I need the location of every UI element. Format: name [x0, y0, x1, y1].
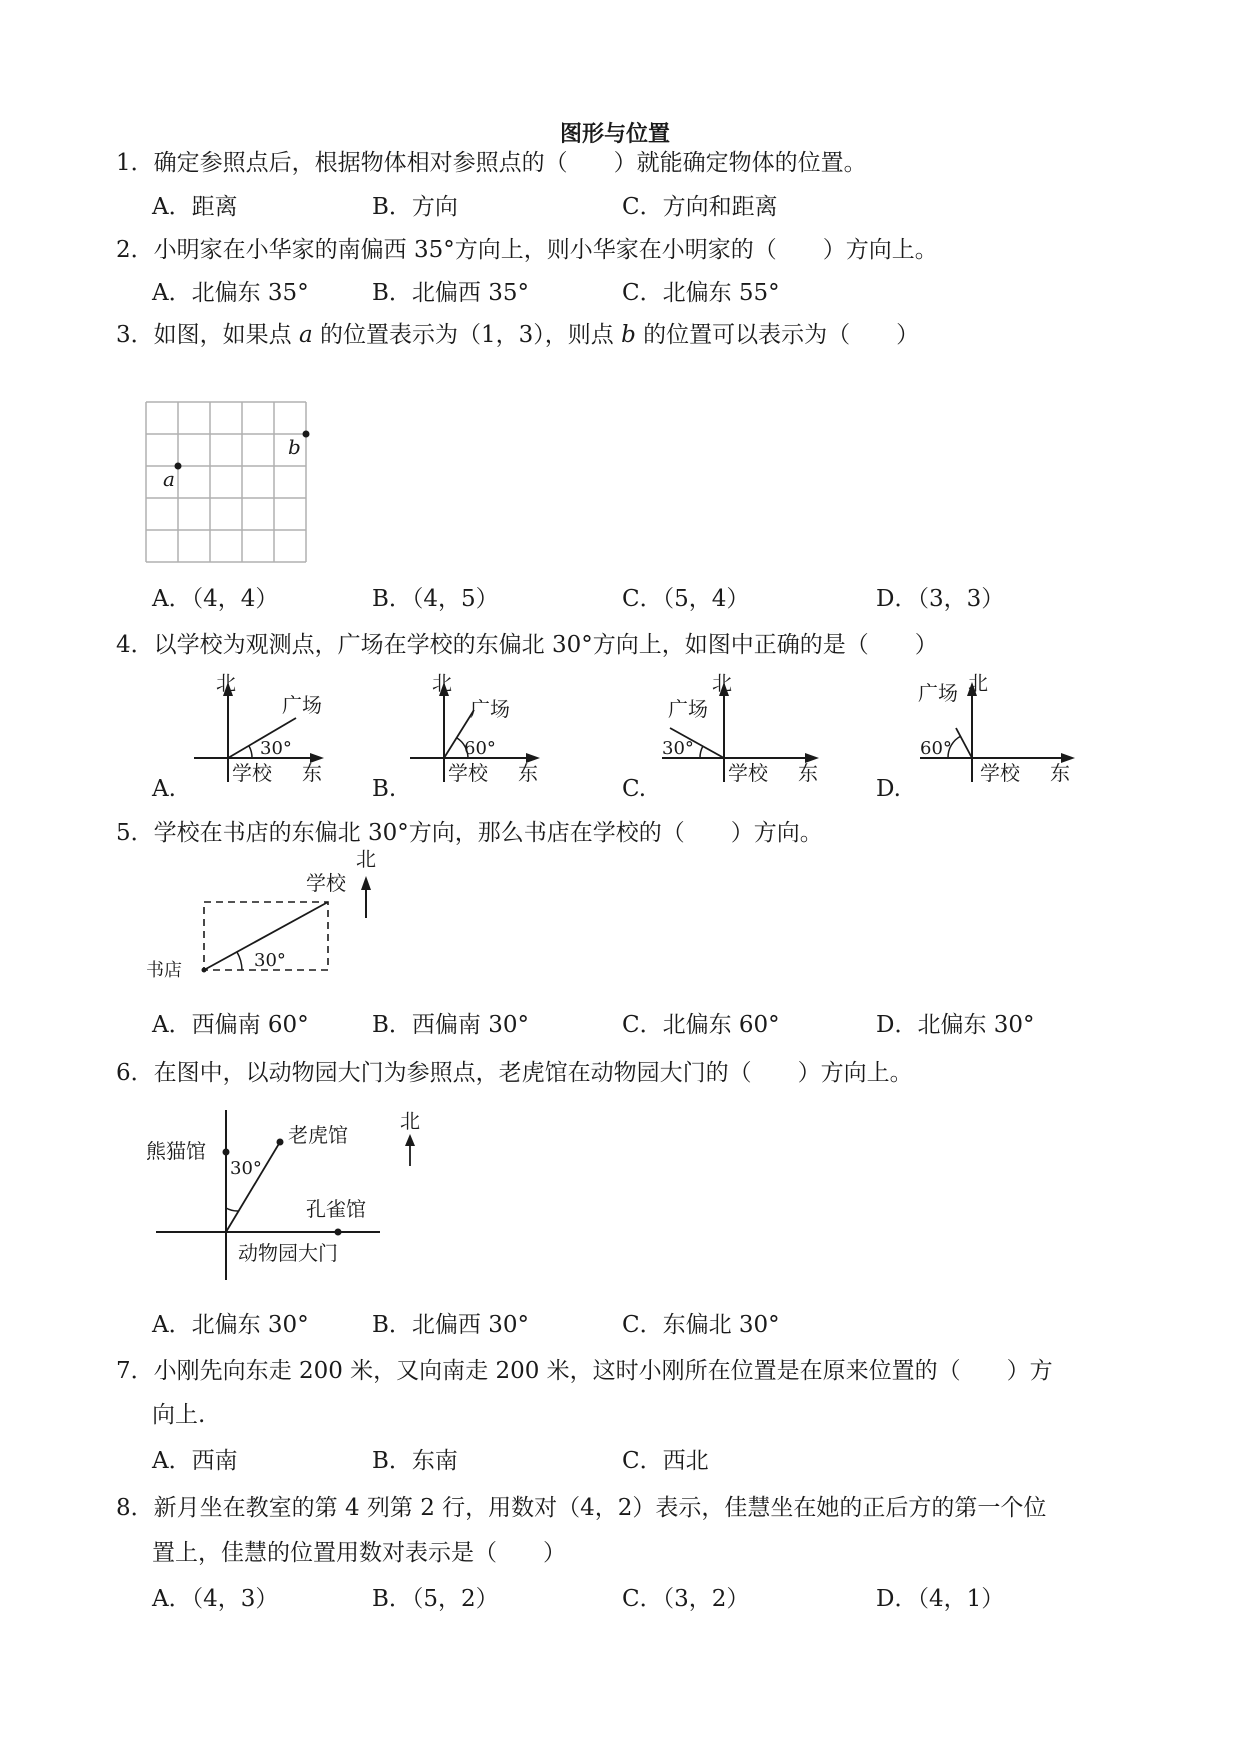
- north-label: 北: [400, 1109, 420, 1133]
- angle-label: 30°: [254, 950, 286, 971]
- east-label: 东: [1050, 761, 1070, 785]
- q4-option-a: A.: [152, 776, 176, 802]
- angle-label: 60°: [920, 738, 952, 759]
- angle-label: 30°: [662, 738, 694, 759]
- page-title: 图形与位置: [560, 122, 671, 147]
- q6-option-a: A．北偏东 30°: [152, 1312, 309, 1338]
- question-7-stem-cont: 向上.: [152, 1402, 206, 1428]
- question-1-stem: 1．确定参照点后，根据物体相对参照点的（ ）就能确定物体的位置。: [116, 150, 867, 176]
- q3-option-a: A．（4，4）: [152, 586, 279, 612]
- q7-option-b: B．东南: [372, 1448, 458, 1474]
- question-5-stem: 5．学校在书店的东偏北 30°方向，那么书店在学校的（ ）方向。: [116, 820, 823, 846]
- q3-stem-point-a: a: [298, 322, 313, 348]
- q4-diagram-c: [658, 672, 858, 792]
- square-label: 广场: [918, 681, 958, 705]
- peacock-label: 孔雀馆: [306, 1197, 366, 1221]
- q8-option-b: B．（5，2）: [372, 1586, 499, 1612]
- point-b-dot: [303, 431, 310, 438]
- question-3-stem: [116, 320, 919, 350]
- q3-stem-point-b: b: [621, 322, 636, 348]
- question-8-stem: 8．新月坐在教室的第 4 列第 2 行，用数对（4，2）表示，佳慧坐在她的正后方的第一个位: [116, 1495, 1047, 1521]
- q1-option-a: A．距离: [152, 194, 238, 220]
- q1-option-b: B．方向: [372, 194, 458, 220]
- east-label: 东: [518, 761, 538, 785]
- angle-label: 60°: [464, 738, 496, 759]
- q3-stem-part-2: 的位置表示为（1，3），则点: [312, 322, 622, 348]
- q6-figure: [146, 1104, 466, 1284]
- question-2-stem: 2．小明家在小华家的南偏西 35°方向上，则小华家在小明家的（ ）方向上。: [116, 237, 938, 263]
- q3-stem-part-1: 3．如图，如果点: [116, 322, 299, 348]
- gate-label: 动物园大门: [238, 1241, 338, 1265]
- school-label: 学校: [232, 761, 272, 785]
- q3-option-d: D．（3，3）: [876, 586, 1005, 612]
- panda-label: 熊猫馆: [146, 1139, 206, 1163]
- tiger-label: 老虎馆: [288, 1123, 348, 1147]
- q5-option-c: C．北偏东 60°: [622, 1012, 780, 1038]
- school-label: 学校: [306, 871, 346, 895]
- north-label: 北: [432, 671, 452, 695]
- point-a-label: a: [163, 467, 175, 491]
- q8-option-c: C．（3，2）: [622, 1586, 750, 1612]
- school-label: 学校: [980, 761, 1020, 785]
- question-6-stem: 6．在图中，以动物园大门为参照点，老虎馆在动物园大门的（ ）方向上。: [116, 1060, 913, 1086]
- q2-option-b: B．北偏西 35°: [372, 280, 529, 306]
- north-label: 北: [216, 671, 236, 695]
- q4-option-b: B.: [372, 776, 397, 802]
- q2-option-a: A．北偏东 35°: [152, 280, 309, 306]
- square-label: 广场: [668, 697, 708, 721]
- q4-option-d: D.: [876, 776, 901, 802]
- q3-option-c: C．（5，4）: [622, 586, 750, 612]
- north-label: 北: [712, 671, 732, 695]
- angle-label: 30°: [260, 738, 292, 759]
- point-a-dot: [175, 463, 182, 470]
- q7-option-c: C．西北: [622, 1448, 709, 1474]
- point-b-label: b: [288, 435, 301, 459]
- q3-stem-part-3: 的位置可以表示为（ ）: [635, 322, 920, 348]
- question-7-stem: 7．小刚先向东走 200 米，又向南走 200 米，这时小刚所在位置是在原来位置的（ ）方: [116, 1358, 1053, 1384]
- q5-figure: [146, 847, 406, 991]
- north-label: 北: [356, 847, 376, 871]
- q3-option-b: B．（4，5）: [372, 586, 499, 612]
- school-label: 学校: [448, 761, 488, 785]
- q8-option-d: D．（4，1）: [876, 1586, 1005, 1612]
- q2-option-c: C．北偏东 55°: [622, 280, 780, 306]
- east-label: 东: [798, 761, 818, 785]
- north-label: 北: [968, 671, 988, 695]
- east-label: 东: [302, 761, 322, 785]
- square-label: 广场: [282, 693, 322, 717]
- question-8-stem-cont: 置上，佳慧的位置用数对表示是（ ）: [152, 1540, 566, 1566]
- q4-diagram-d: [918, 672, 1108, 792]
- q6-option-b: B．北偏西 30°: [372, 1312, 529, 1338]
- q5-option-b: B．西偏南 30°: [372, 1012, 529, 1038]
- q5-option-d: D．北偏东 30°: [876, 1012, 1035, 1038]
- q8-option-a: A．（4，3）: [152, 1586, 279, 1612]
- square-label: 广场: [470, 697, 510, 721]
- question-4-stem: 4．以学校为观测点，广场在学校的东偏北 30°方向上，如图中正确的是（ ）: [116, 632, 938, 658]
- q3-grid-figure: [146, 402, 306, 572]
- q4-diagram-a: [190, 672, 350, 792]
- bookstore-label: 书店: [146, 960, 182, 981]
- school-label: 学校: [728, 761, 768, 785]
- q5-option-a: A．西偏南 60°: [152, 1012, 309, 1038]
- q7-option-a: A．西南: [152, 1448, 238, 1474]
- q4-diagram-b: [406, 672, 566, 792]
- angle-label: 30°: [230, 1158, 262, 1179]
- q1-option-c: C．方向和距离: [622, 194, 778, 220]
- q4-option-c: C.: [622, 776, 647, 802]
- q6-option-c: C．东偏北 30°: [622, 1312, 780, 1338]
